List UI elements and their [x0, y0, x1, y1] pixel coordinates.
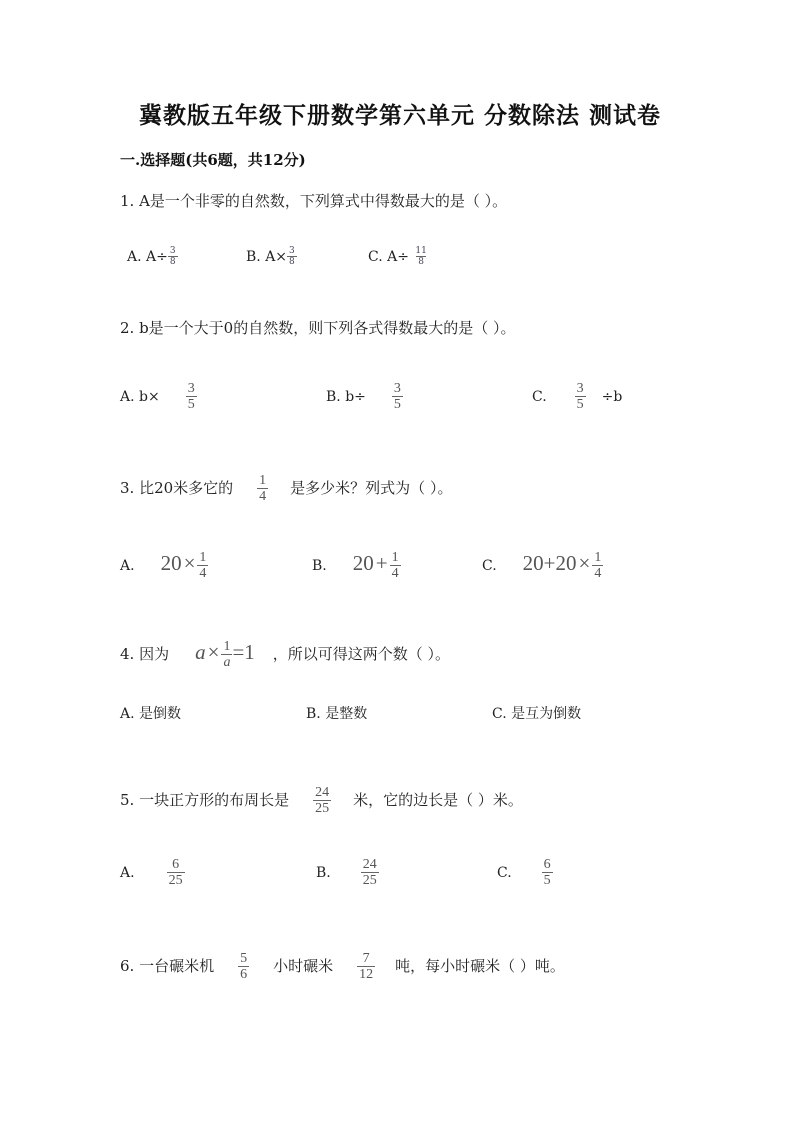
question-3-stem: 3. 比20米多它的 $\frac{1}{4}$ 是多少米？列式为（ ）。 — [120, 473, 453, 504]
question-5-option-a: A. $\frac{6}{25}$ — [120, 857, 183, 888]
page-title: 冀教版五年级下册数学第六单元 分数除法 测试卷 — [138, 102, 661, 129]
section-heading: 一.选择题(共6题，共12分) — [120, 151, 306, 169]
question-4-stem: 4. 因为 a× $\frac{1}{a}$ =1 ，所以可得这两个数（ ）。 — [120, 639, 451, 670]
question-5-stem: 5. 一块正方形的布周长是 $\frac{24}{25}$ 米，它的边长是（ ）米。 — [120, 785, 523, 816]
question-2-option-c: C. $\frac{3}{5}$ ÷b — [532, 381, 623, 412]
question-2-option-b: B. b÷ $\frac{3}{5}$ — [326, 381, 401, 412]
question-3-option-a: A. 20× $\frac{1}{4}$ — [120, 550, 207, 581]
question-1-option-b: B. A× $\frac{3}{8}$ — [246, 246, 295, 267]
question-1-stem: 1. A是一个非零的自然数，下列算式中得数最大的是（ ）。 — [120, 192, 508, 210]
question-3-option-c: C. 20+20× $\frac{1}{4}$ — [482, 550, 602, 581]
question-3-option-b: B. 20+ $\frac{1}{4}$ — [312, 550, 399, 581]
question-5-option-c: C. $\frac{6}{5}$ — [497, 857, 551, 888]
question-5-option-b: B. $\frac{24}{25}$ — [316, 857, 377, 888]
question-1-option-a: A. A÷ $\frac{3}{8}$ — [127, 246, 176, 267]
question-4-option-c: C. 是互为倒数 — [492, 706, 582, 722]
question-2-option-a: A. b× $\frac{3}{5}$ — [120, 381, 195, 412]
question-4-option-b: B. 是整数 — [306, 706, 368, 722]
question-6-stem: 6. 一台碾米机 $\frac{5}{6}$ 小时碾米 $\frac{7}{12}$ 吨，每小时碾米（ ）吨。 — [120, 951, 565, 982]
question-1-option-c: C. A÷ $\frac{11}{8}$ — [368, 246, 427, 267]
question-4-option-a: A. 是倒数 — [120, 706, 182, 722]
question-2-stem: 2. b是一个大于0的自然数，则下列各式得数最大的是（ ）。 — [120, 319, 516, 337]
